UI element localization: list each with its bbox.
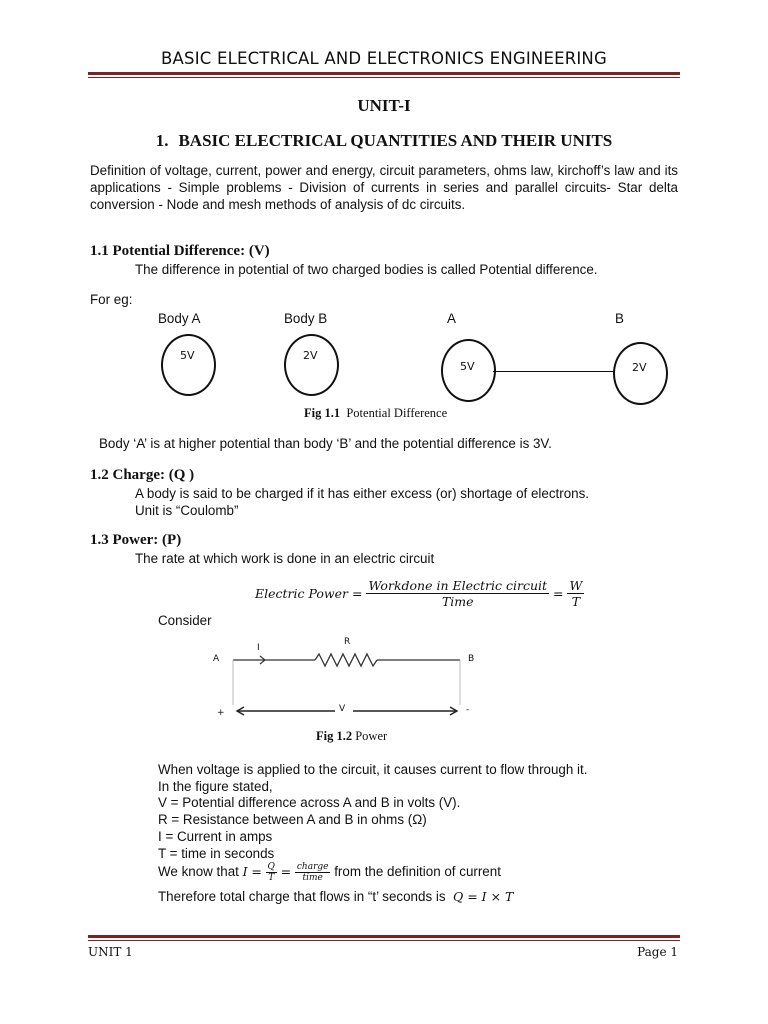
current-equals-2: =: [280, 864, 292, 879]
power-explanation-list: [158, 762, 587, 862]
section-heading-1-2: 1.2 Charge: (Q ): [90, 467, 195, 483]
fraction-time: time: [302, 873, 323, 883]
point-a-voltage: 5V: [460, 360, 475, 373]
total-charge-line: [158, 889, 513, 904]
footer-rule: [88, 935, 680, 941]
total-charge-text: Therefore total charge that flows in “t’ seconds is: [158, 889, 446, 904]
point-b-voltage: 2V: [632, 361, 647, 374]
body-b-label: Body B: [284, 311, 328, 326]
body-b-circle: [284, 334, 339, 396]
circuit-r-label: R: [344, 637, 351, 647]
fig-1-2-caption: [316, 729, 387, 744]
charge-definition: A body is said to be charged if it has either excess (or) shortage of electrons.: [135, 486, 590, 501]
section-1-3-text: The rate at which work is done in an electric circuit: [135, 551, 435, 566]
body-a-voltage: 5V: [180, 349, 195, 362]
we-know-prefix: We know that: [158, 864, 239, 879]
body-a-label: Body A: [158, 311, 201, 326]
current-equals-1: =: [251, 864, 262, 879]
for-eg-label: For eg:: [90, 292, 133, 307]
power-eq-numerator: Workdone in Electric circuit: [368, 578, 548, 593]
q-over-t-fraction: [266, 862, 277, 883]
footer-unit: UNIT 1: [88, 945, 133, 959]
current-definition-line: [158, 862, 501, 883]
point-a-label: A: [447, 311, 456, 326]
section-1-1-conclusion: Body ‘A’ is at higher potential than body ‘B’ and the potential difference is 3V.: [99, 436, 552, 451]
fig-1-2-number: Fig 1.2: [316, 729, 353, 743]
footer-page-number: Page 1: [637, 945, 678, 959]
power-eq-lhs: Electric Power =: [255, 586, 363, 601]
circuit-i-label: I: [257, 643, 260, 653]
fig-1-2-text: Power: [355, 729, 388, 743]
list-item: I = Current in amps: [158, 828, 273, 844]
power-eq-equals: =: [553, 586, 564, 601]
fig-1-1-caption: [304, 406, 447, 421]
fraction-q: Q: [267, 862, 275, 872]
consider-label: Consider: [158, 613, 212, 628]
current-symbol: I: [242, 864, 248, 879]
fig-1-1-text: Potential Difference: [346, 406, 448, 420]
connecting-wire: [493, 371, 614, 372]
circuit-plus-label: +: [217, 708, 225, 718]
circuit-a-label: A: [213, 654, 220, 664]
power-eq-w: W: [569, 578, 583, 593]
chapter-title-text: BASIC ELECTRICAL QUANTITIES AND THEIR UNITS: [178, 131, 613, 150]
chapter-number: 1.: [155, 131, 169, 150]
charge-unit: Unit is “Coulomb”: [135, 503, 239, 518]
charge-over-time-fraction: [295, 862, 331, 883]
section-heading-1-3: 1.3 Power: (P): [90, 532, 182, 548]
intro-paragraph: Definition of voltage, current, power and energy, circuit parameters, ohms law, kirchoff’s law and its applications - Simple problems - Division of currents in series and parallel circuits- Star delta conversion - Node and mesh methods of analysis of dc circuits.: [90, 163, 678, 212]
point-b-label: B: [615, 311, 624, 326]
list-item: In the figure stated,: [158, 778, 273, 794]
circuit-v-label: V: [339, 704, 346, 714]
power-eq-denominator: Time: [441, 594, 474, 609]
header-rule: [88, 72, 680, 78]
total-charge-formula: Q = I × T: [453, 889, 514, 904]
section-heading-1-1: 1.1 Potential Difference: (V): [90, 243, 270, 259]
power-eq-fraction-2: [567, 578, 584, 609]
list-item: When voltage is applied to the circuit, it causes current to flow through it.: [158, 762, 588, 777]
fraction-t: T: [268, 873, 275, 883]
we-know-suffix: from the definition of current: [334, 864, 501, 879]
body-b-voltage: 2V: [303, 349, 318, 362]
circuit-minus-label: -: [466, 705, 470, 715]
list-item: V = Potential difference across A and B in volts (V).: [158, 795, 461, 811]
resistor-icon: [315, 654, 377, 666]
section-1-2-text: [135, 485, 678, 519]
running-header: BASIC ELECTRICAL AND ELECTRONICS ENGINEERING: [161, 49, 607, 68]
fraction-charge: charge: [296, 862, 329, 872]
power-eq-t: T: [571, 594, 581, 609]
power-eq-fraction: [366, 578, 549, 609]
body-a-circle: [161, 334, 216, 396]
list-item: T = time in seconds: [158, 845, 275, 861]
fig-1-1-number: Fig 1.1: [304, 406, 341, 420]
list-item: R = Resistance between A and B in ohms (Ω): [158, 812, 427, 828]
chapter-title: [0, 131, 768, 151]
power-equation: [255, 578, 584, 609]
section-1-1-text: The difference in potential of two charged bodies is called Potential difference.: [135, 262, 598, 277]
unit-heading: UNIT-I: [357, 96, 411, 115]
circuit-b-label: B: [468, 654, 475, 664]
